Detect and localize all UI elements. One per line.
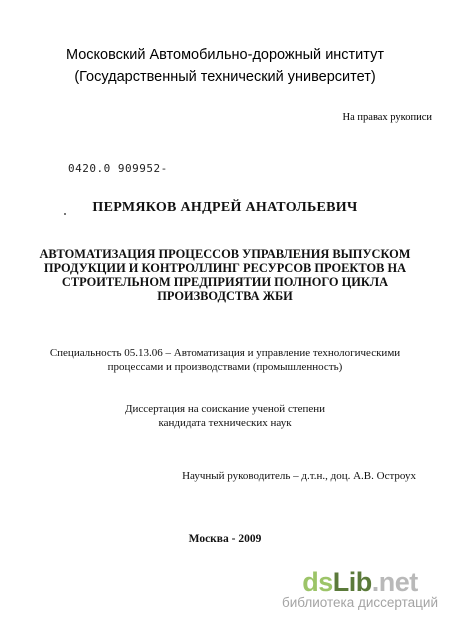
specialty-line: процессами и производствами (промышленность) xyxy=(107,361,343,373)
watermark-subtitle: библиотека диссертаций xyxy=(281,595,438,610)
supervisor-line: Научный руководитель – д.т.н., доц. А.В. Остроух xyxy=(182,470,416,482)
logo-net: .net xyxy=(371,567,418,597)
dissertation-title xyxy=(30,247,420,303)
logo-ds: ds xyxy=(302,567,333,597)
dslib-watermark[interactable] xyxy=(282,568,438,611)
institution-name: Московский Автомобильно-дорожный институт xyxy=(66,47,384,63)
degree-block xyxy=(60,402,390,430)
degree-line: Диссертация на соискание ученой степени xyxy=(124,403,326,415)
title-line: АВТОМАТИЗАЦИЯ ПРОЦЕССОВ УПРАВЛЕНИЯ ВЫПУСКОМ xyxy=(39,247,411,261)
specialty-block xyxy=(40,346,410,374)
specialty-line: Специальность 05.13.06 – Автоматизация и управление технологическими xyxy=(49,347,401,359)
institution-subtitle: (Государственный технический университет) xyxy=(74,69,376,85)
dslib-logo xyxy=(282,568,438,596)
manuscript-rights-note: На правах рукописи xyxy=(342,112,432,123)
degree-line: кандидата технических наук xyxy=(158,417,292,429)
title-line: СТРОИТЕЛЬНОМ ПРЕДПРИЯТИИ ПОЛНОГО ЦИКЛА xyxy=(61,275,389,289)
logo-lib: Lib xyxy=(332,567,372,597)
title-line: ПРОДУКЦИИ И КОНТРОЛЛИНГ РЕСУРСОВ ПРОЕКТОВ НА xyxy=(43,261,407,275)
city-year: Москва - 2009 xyxy=(188,533,262,545)
catalog-code-stamp: 0420.0 909952- xyxy=(68,162,168,175)
title-line: ПРОИЗВОДСТВА ЖБИ xyxy=(157,289,293,303)
author-name: ПЕРМЯКОВ АНДРЕЙ АНАТОЛЬЕВИЧ xyxy=(92,200,358,215)
